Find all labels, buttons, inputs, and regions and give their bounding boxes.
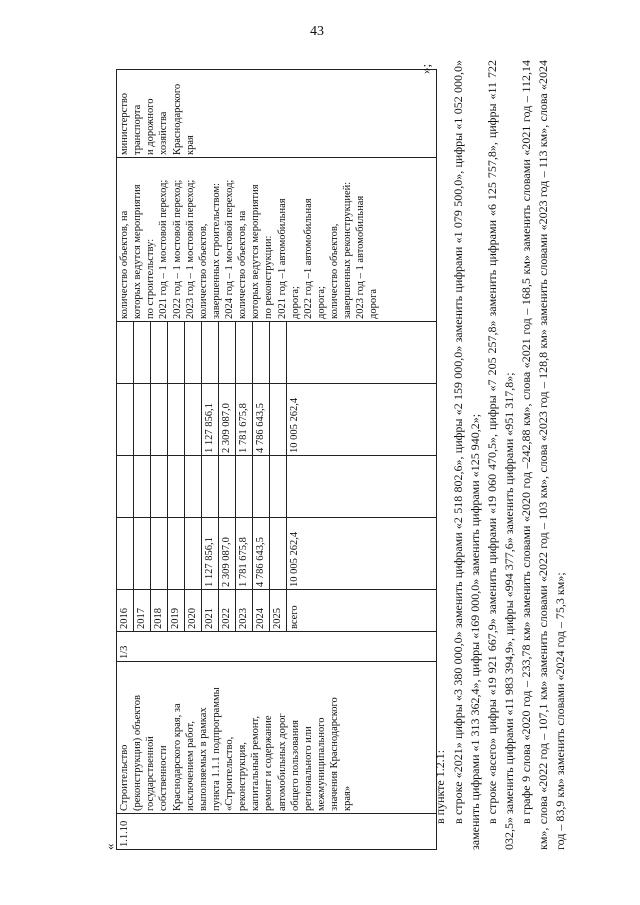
total-cell: 1 781 675,8 <box>236 518 253 590</box>
total-cell: 2 309 087,0 <box>219 518 236 590</box>
table-body <box>117 70 437 850</box>
total-cell: 10 005 262,4 <box>287 518 437 590</box>
year-cell: 2024 <box>253 590 270 632</box>
closing-quote: »; <box>418 63 433 74</box>
year-cell: 2019 <box>168 590 185 632</box>
page-number: 43 <box>310 24 324 39</box>
funding-cell-1 <box>134 456 151 518</box>
rotated-content <box>100 50 620 850</box>
funding-cell-1 <box>287 456 437 518</box>
paragraph-column-9: в графе 9 слова «2020 год – 233,78 км» заменить словами «2020 год –242,88 км», слова «2021 год – 168,5 км» заменить словами «2021 год – 112,14 км», слова «2022 год – 107,1 км» заменить словами «2022 год – 103 км», слова «2023 год – 128,8 км» заменить словами «2023 год – 113 км», слова «2024 год – 83,9 км» заменить словами «2024 год – 75,3 км»; <box>519 60 567 850</box>
funding-cell-1 <box>236 456 253 518</box>
funding-cell-3 <box>202 322 219 384</box>
description-cell: Строительство (реконструкция) объектов государственной собственности Краснодарского края, за исключением работ, выполняемых в рамках пункта 1.1.1 подпрограммы «Строительство, реконструкция, капитальный ремонт, ремонт и содержание автомобильных дорог общего пользования регионального или межмуниципального значения Краснодарского края» <box>117 662 437 814</box>
year-cell: 2025 <box>270 590 287 632</box>
row-id-cell: 1.1.10 <box>117 814 437 850</box>
funding-cell-2: 4 786 643,5 <box>253 384 270 456</box>
funding-cell-2: 1 781 675,8 <box>236 384 253 456</box>
funding-cell-3 <box>219 322 236 384</box>
funding-cell-3 <box>151 322 168 384</box>
funding-cell-3 <box>270 322 287 384</box>
status-cell: 1/3 <box>117 632 437 662</box>
funding-cell-2: 10 005 262,4 <box>287 384 437 456</box>
funding-cell-2 <box>134 384 151 456</box>
paragraph-item-header: в пункте 1.2.1: <box>433 749 447 824</box>
paragraph-row-total: в строке «всего» цифры «19 921 667,9» заменить цифрами «19 060 470,5», цифры «7 205 257,8» заменить цифрами «6 125 757,8», цифры «11 722 032,5» заменить цифрами «11 983 394,9», цифры «994 377,6» заменить цифрами «951 317,8»; <box>485 60 516 850</box>
funding-cell-2 <box>151 384 168 456</box>
funding-cell-1 <box>202 456 219 518</box>
funding-cell-1 <box>219 456 236 518</box>
total-cell: 4 786 643,5 <box>253 518 270 590</box>
funding-cell-1 <box>117 456 134 518</box>
funding-cell-3 <box>253 322 270 384</box>
total-cell <box>151 518 168 590</box>
responsible-cell: министерство транспорта и дорожного хозяйства Краснодарского края <box>117 70 437 158</box>
funding-cell-1 <box>168 456 185 518</box>
funding-cell-1 <box>185 456 202 518</box>
funding-cell-2 <box>185 384 202 456</box>
year-cell: 2016 <box>117 590 134 632</box>
funding-cell-2 <box>117 384 134 456</box>
year-cell: 2023 <box>236 590 253 632</box>
year-cell: всего <box>287 590 437 632</box>
total-cell <box>168 518 185 590</box>
year-cell: 2022 <box>219 590 236 632</box>
funding-cell-3 <box>117 322 134 384</box>
funding-cell-1 <box>151 456 168 518</box>
program-table <box>116 69 437 850</box>
year-cell: 2020 <box>185 590 202 632</box>
total-cell <box>117 518 134 590</box>
table-row <box>117 70 134 850</box>
total-cell <box>270 518 287 590</box>
opening-quote: « <box>102 843 117 850</box>
year-cell: 2018 <box>151 590 168 632</box>
funding-cell-3 <box>185 322 202 384</box>
year-cell: 2021 <box>202 590 219 632</box>
total-cell <box>185 518 202 590</box>
funding-cell-1 <box>270 456 287 518</box>
funding-cell-2 <box>270 384 287 456</box>
funding-cell-3 <box>168 322 185 384</box>
funding-cell-2 <box>168 384 185 456</box>
funding-cell-2: 2 309 087,0 <box>219 384 236 456</box>
total-cell: 1 127 856,1 <box>202 518 219 590</box>
funding-cell-3 <box>287 322 437 384</box>
paragraph-row-2021: в строке «2021» цифры «3 380 000,0» заменить цифрами «2 518 802,6», цифры «2 159 000,0» заменить цифрами «1 079 500,0», цифры «1 052 000,0» заменить цифрами «1 313 362,4», цифры «169 000,0» заменить цифрами «125 940,2»; <box>451 60 482 850</box>
year-cell: 2017 <box>134 590 151 632</box>
funding-cell-2: 1 127 856,1 <box>202 384 219 456</box>
funding-cell-1 <box>253 456 270 518</box>
funding-cell-3 <box>134 322 151 384</box>
result-cell: количество объектов, на которых ведутся мероприятия по строительству: 2021 год – 1 мостовой переход; 2022 год – 1 мостовой переход; 2023 год – 1 мостовой переход; количество объектов, завершенных строительством: 2024 год – 1 мостовой переход; количество объектов, на которых ведутся мероприятия по реконструкции: 2021 год –1 автомобильная дорога; 2022 год –1 автомобильная дорога; количество объектов, завершенных реконструкцией: 2023 год – 1 автомобильная дорога <box>117 158 437 322</box>
total-cell <box>134 518 151 590</box>
funding-cell-3 <box>236 322 253 384</box>
